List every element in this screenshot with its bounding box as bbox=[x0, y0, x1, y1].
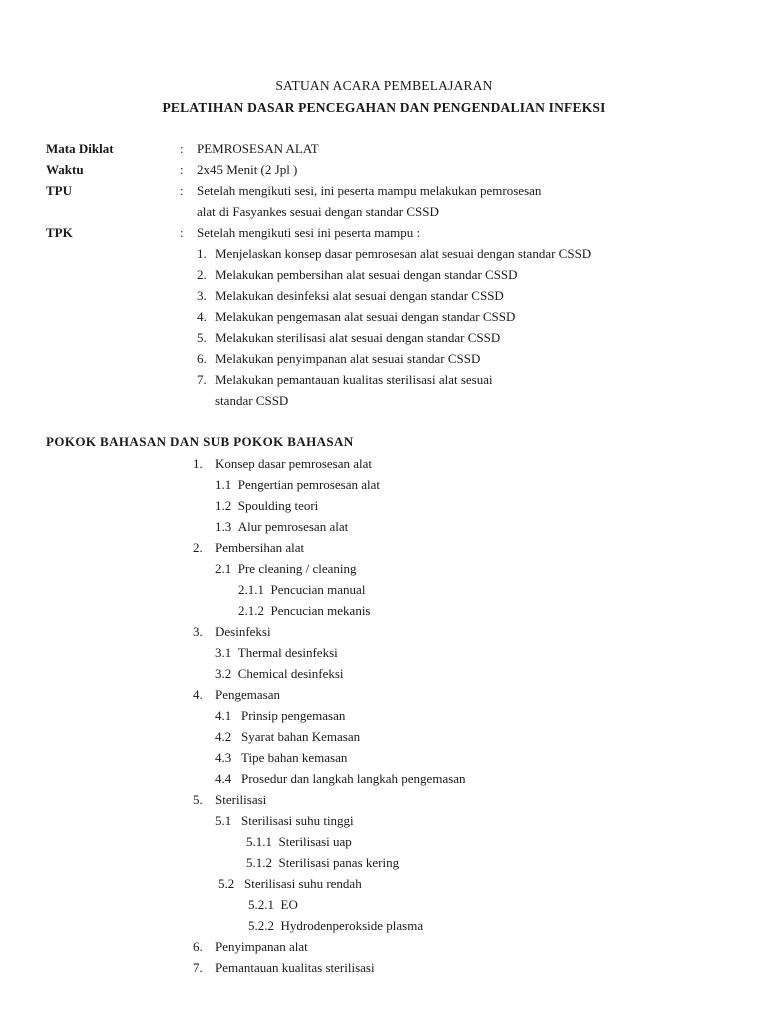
outline-number: 4. bbox=[193, 687, 203, 702]
outline-number: 2.1 Pre cleaning / cleaning bbox=[215, 561, 357, 576]
outline-subtopic: Prinsip pengemasan bbox=[241, 708, 346, 723]
outline-number: 5.2.2 Hydrodenperokside plasma bbox=[248, 918, 424, 933]
outline-number: 4.1 Prinsip pengemasan bbox=[215, 708, 346, 723]
outline-subtopic: Tipe bahan kemasan bbox=[241, 750, 348, 765]
outline-number: 5.1.1 Sterilisasi uap bbox=[246, 834, 352, 849]
outline-subtopic: Pengertian pemrosesan alat bbox=[237, 477, 380, 492]
section-heading: POKOK BAHASAN DAN SUB POKOK BAHASAN bbox=[46, 434, 354, 449]
tpk-item-number: 6. bbox=[197, 351, 207, 366]
tpk-item-text: Melakukan pengemasan alat sesuai dengan standar CSSD bbox=[215, 309, 516, 324]
outline-subtopic: Chemical desinfeksi bbox=[237, 666, 344, 681]
outline-number: 4.4 Prosedur dan langkah langkah pengemasan bbox=[215, 771, 466, 786]
outline-subtopic: Sterilisasi suhu tinggi bbox=[241, 813, 354, 828]
tpk-item-text: Melakukan desinfeksi alat sesuai dengan standar CSSD bbox=[215, 288, 504, 303]
tpk-item-number: 4. bbox=[197, 309, 207, 324]
tpk-item-number: 1. bbox=[197, 246, 207, 261]
outline-number: 3. bbox=[193, 624, 203, 639]
tpk-item-text: Melakukan sterilisasi alat sesuai dengan standar CSSD bbox=[215, 330, 501, 345]
outline-number: 2.1.2 Pencucian mekanis bbox=[238, 603, 371, 618]
tpk-item-number: 7. bbox=[197, 372, 207, 387]
outline-subsubtopic: EO bbox=[280, 897, 298, 912]
outline-subtopic: Spoulding teori bbox=[237, 498, 319, 513]
outline-number: 1.3 Alur pemrosesan alat bbox=[215, 519, 349, 534]
outline-subsubtopic: Pencucian mekanis bbox=[270, 603, 371, 618]
outline-topic: Penyimpanan alat bbox=[215, 939, 308, 954]
outline-number: 3.1 Thermal desinfeksi bbox=[215, 645, 338, 660]
outline-number: 4.3 Tipe bahan kemasan bbox=[215, 750, 348, 765]
outline-subtopic: Alur pemrosesan alat bbox=[237, 519, 349, 534]
outline-subtopic: Pre cleaning / cleaning bbox=[237, 561, 357, 576]
outline-number: 1.2 Spoulding teori bbox=[215, 498, 319, 513]
outline-number: 1. bbox=[193, 456, 203, 471]
mata-diklat-value: PEMROSESAN ALAT bbox=[197, 141, 319, 156]
outline-subtopic: Prosedur dan langkah langkah pengemasan bbox=[241, 771, 466, 786]
outline-topic: Pemantauan kualitas sterilisasi bbox=[215, 960, 375, 975]
outline-topic: Desinfeksi bbox=[215, 624, 271, 639]
tpk-item-text: Melakukan pembersihan alat sesuai dengan standar CSSD bbox=[215, 267, 518, 282]
outline-subsubtopic: Pencucian manual bbox=[270, 582, 366, 597]
outline-subsubtopic: Sterilisasi uap bbox=[278, 834, 352, 849]
colon: : bbox=[180, 183, 184, 198]
outline-subtopic: Thermal desinfeksi bbox=[237, 645, 338, 660]
colon: : bbox=[180, 225, 184, 240]
document-title: SATUAN ACARA PEMBELAJARAN bbox=[275, 78, 493, 93]
tpk-intro: Setelah mengikuti sesi ini peserta mampu : bbox=[197, 225, 421, 240]
tpk-item-number: 3. bbox=[197, 288, 207, 303]
colon: : bbox=[180, 162, 184, 177]
tpu-text-line-2: alat di Fasyankes sesuai dengan standar CSSD bbox=[197, 204, 439, 219]
waktu-value: 2x45 Menit (2 Jpl ) bbox=[197, 162, 298, 177]
mata-diklat-label: Mata Diklat bbox=[46, 141, 114, 156]
tpk-item-number: 5. bbox=[197, 330, 207, 345]
outline-topic: Sterilisasi bbox=[215, 792, 267, 807]
outline-topic: Pembersihan alat bbox=[215, 540, 305, 555]
tpk-label: TPK bbox=[46, 225, 73, 240]
outline-subsubtopic: Hydrodenperokside plasma bbox=[280, 918, 424, 933]
tpk-item-number: 2. bbox=[197, 267, 207, 282]
tpk-item-text: Menjelaskan konsep dasar pemrosesan alat sesuai dengan standar CSSD bbox=[215, 246, 592, 261]
outline-number: 6. bbox=[193, 939, 203, 954]
outline-subtopic: Sterilisasi suhu rendah bbox=[244, 876, 362, 891]
outline-subtopic: Syarat bahan Kemasan bbox=[241, 729, 361, 744]
outline-number: 5.1 Sterilisasi suhu tinggi bbox=[215, 813, 354, 828]
outline-number: 7. bbox=[193, 960, 203, 975]
colon: : bbox=[180, 141, 184, 156]
outline-topic: Pengemasan bbox=[215, 687, 280, 702]
outline-number: 3.2 Chemical desinfeksi bbox=[215, 666, 344, 681]
tpk-item-text: Melakukan pemantauan kualitas sterilisasi alat sesuai bbox=[215, 372, 493, 387]
tpu-text-line-1: Setelah mengikuti sesi, ini peserta mampu melakukan pemrosesan bbox=[197, 183, 542, 198]
outline-number: 2. bbox=[193, 540, 203, 555]
outline-number: 4.2 Syarat bahan Kemasan bbox=[215, 729, 361, 744]
tpk-item-text-continued: standar CSSD bbox=[215, 393, 289, 408]
outline-topic: Konsep dasar pemrosesan alat bbox=[215, 456, 373, 471]
outline-number: 5. bbox=[193, 792, 203, 807]
outline-number: 2.1.1 Pencucian manual bbox=[238, 582, 366, 597]
waktu-label: Waktu bbox=[46, 162, 84, 177]
tpk-item-text: Melakukan penyimpanan alat sesuai standar CSSD bbox=[215, 351, 481, 366]
outline-subsubtopic: Sterilisasi panas kering bbox=[278, 855, 400, 870]
tpu-label: TPU bbox=[46, 183, 72, 198]
outline-number: 5.2.1 EO bbox=[248, 897, 298, 912]
outline-number: 5.1.2 Sterilisasi panas kering bbox=[246, 855, 400, 870]
document-subtitle: PELATIHAN DASAR PENCEGAHAN DAN PENGENDALIAN INFEKSI bbox=[162, 100, 606, 115]
outline-number: 1.1 Pengertian pemrosesan alat bbox=[215, 477, 380, 492]
outline-number: 5.2 Sterilisasi suhu rendah bbox=[218, 876, 362, 891]
